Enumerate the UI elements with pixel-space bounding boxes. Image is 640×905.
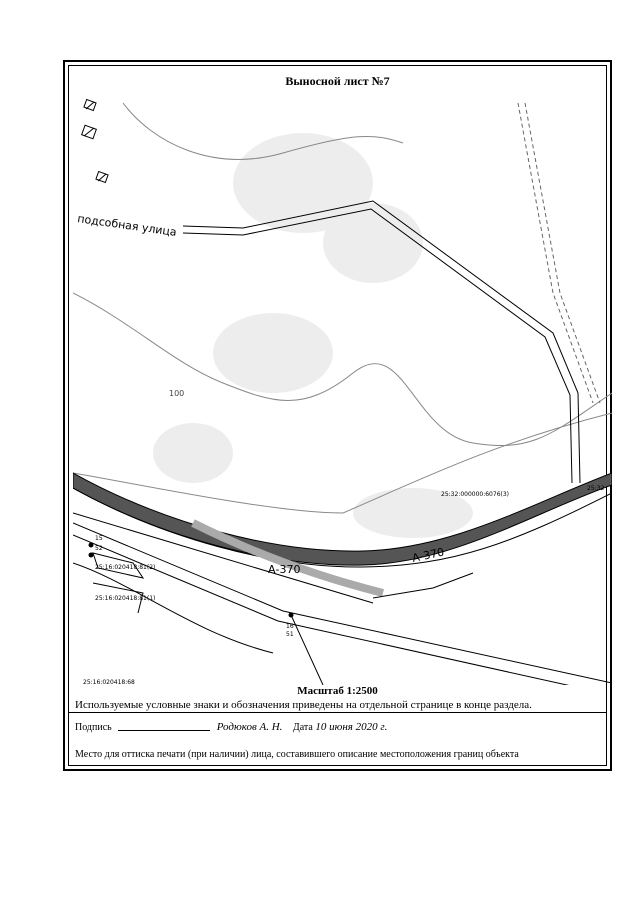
point-label-52: 52 [95, 545, 103, 552]
signature-row [75, 721, 387, 733]
road-label-1: А-370 [268, 563, 301, 576]
legend-note: Используемые условные знаки и обозначения приведены на отдельной странице в конце раздела. [75, 699, 532, 711]
street-name-label: подсобная улица [76, 212, 178, 239]
sheet-title: Выносной лист №7 [285, 74, 390, 88]
point-leader [291, 615, 323, 685]
contour-label: 100 [169, 389, 185, 398]
building-symbols [82, 100, 108, 183]
signature-label: Подпись [75, 722, 112, 733]
point-label-16: 16 [286, 623, 294, 630]
stamp-placeholder: Место для оттиска печати (при наличии) лица, составившего описание местоположения границ объекта [75, 749, 519, 760]
parcel-label-2: 25:16:020418:81(2) [95, 564, 156, 571]
parcel-label-5: 25:32 [587, 485, 605, 492]
parcel-label-4: 25:16:020418:68 [83, 679, 135, 685]
map-drawing [73, 93, 612, 685]
parcel-label-1: 25:32:000000:6076(3) [441, 491, 510, 498]
date-label: Дата [292, 722, 313, 733]
road-label-2: А-370 [410, 545, 446, 565]
date-value: 10 июня 2020 г. [315, 721, 388, 733]
parcel-label-3: 25:16:020418:81(1) [95, 595, 156, 602]
dashed-boundary [518, 103, 600, 403]
sheet-inner-frame [68, 65, 607, 766]
point-label-51: 51 [286, 631, 294, 638]
signature-divider [69, 712, 606, 713]
signer-name: Родюков А. Н. [216, 721, 283, 733]
cadastral-map [73, 93, 612, 713]
signature-blank [118, 730, 210, 731]
road-a370 [73, 473, 612, 593]
cadastral-sheet [63, 60, 612, 771]
point-label-15: 15 [95, 535, 103, 542]
map-scale: Масштаб 1:2500 [297, 685, 378, 697]
